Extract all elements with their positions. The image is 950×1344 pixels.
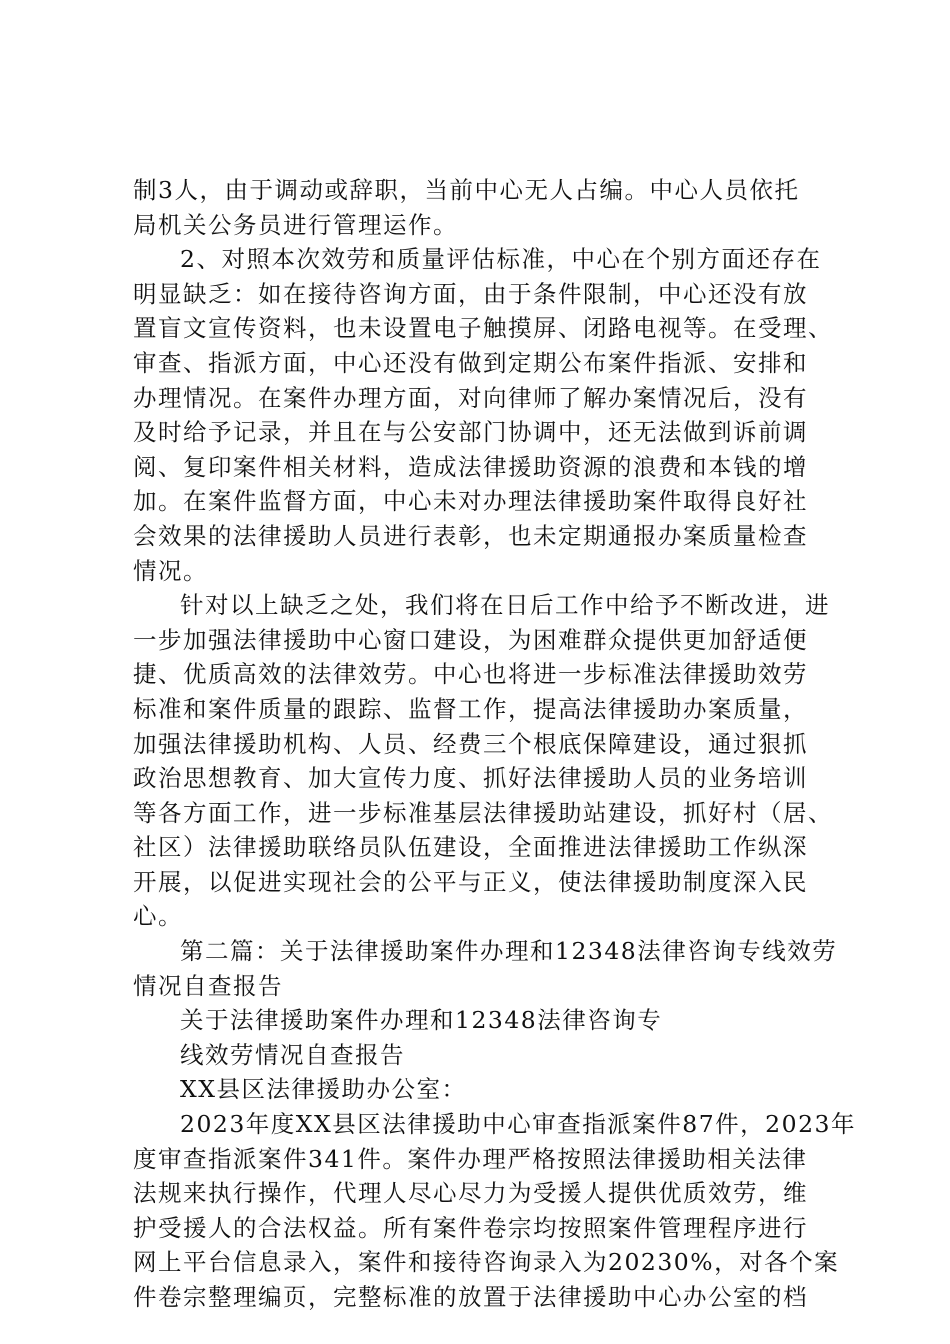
text-line: 办理情况。在案件办理方面，对向律师了解办案情况后，没有 [133, 383, 808, 412]
text-line: 捷、优质高效的法律效劳。中心也将进一步标准法律援助效劳 [133, 660, 808, 689]
paragraph-start: 针对以上缺乏之处，我们将在日后工作中给予不断改进，进 [180, 591, 830, 620]
text-line: 度审查指派案件341件。案件办理严格按照法律援助相关法律 [133, 1144, 808, 1173]
text-line: 一步加强法律援助中心窗口建设，为困难群众提供更加舒适便 [133, 625, 808, 654]
text-line: 审查、指派方面，中心还没有做到定期公布案件指派、安排和 [133, 348, 808, 377]
text-line: 加强法律援助机构、人员、经费三个根底保障建设，通过狠抓 [133, 729, 808, 758]
text-line: 护受援人的合法权益。所有案件卷宗均按照案件管理程序进行 [133, 1213, 808, 1242]
report-title: 关于法律援助案件办理和12348法律咨询专 [180, 1006, 663, 1035]
text-line: 局机关公务员进行管理运作。 [133, 210, 458, 239]
text-line: 网上平台信息录入，案件和接待咨询录入为20230%，对各个案 [133, 1248, 840, 1277]
text-line: 件卷宗整理编页，完整标准的放置于法律援助中心办公室的档 [133, 1283, 808, 1311]
text-line: 制3人，由于调动或辞职，当前中心无人占编。中心人员依托 [133, 176, 800, 204]
text-line: 明显缺乏：如在接待咨询方面，由于条件限制，中心还没有放 [133, 279, 808, 308]
text-line: 置盲文宣传资料，也未设置电子触摸屏、闭路电视等。在受理、 [133, 314, 833, 343]
report-title-cont: 线效劳情况自查报告 [180, 1040, 405, 1069]
text-line: 情况。 [133, 556, 208, 585]
text-line: 会效果的法律援助人员进行表彰，也未定期通报办案质量检查 [133, 521, 808, 550]
addressee: XX县区法律援助办公室： [180, 1075, 467, 1104]
text-line: 心。 [133, 902, 183, 931]
section-heading: 第二篇：关于法律援助案件办理和12348法律咨询专线效劳 [180, 937, 838, 966]
text-line: 法规来执行操作，代理人尽心尽力为受援人提供优质效劳，维 [133, 1179, 808, 1208]
text-line: 阅、复印案件相关材料，造成法律援助资源的浪费和本钱的增 [133, 452, 808, 481]
text-line: 及时给予记录，并且在与公安部门协调中，还无法做到诉前调 [133, 418, 808, 447]
paragraph-start: 2023年度XX县区法律援助中心审查指派案件87件，2023年 [180, 1110, 856, 1139]
section-heading-cont: 情况自查报告 [133, 971, 283, 1000]
text-line: 等各方面工作，进一步标准基层法律援助站建设，抓好村（居、 [133, 798, 833, 827]
text-line: 政治思想教育、加大宣传力度、抓好法律援助人员的业务培训 [133, 764, 808, 793]
text-line: 社区）法律援助联络员队伍建设，全面推进法律援助工作纵深 [133, 833, 808, 862]
text-line: 加。在案件监督方面，中心未对办理法律援助案件取得良好社 [133, 487, 808, 516]
paragraph-start: 2、对照本次效劳和质量评估标准，中心在个别方面还存在 [180, 245, 822, 274]
document-body [133, 173, 856, 1315]
text-line: 开展，以促进实现社会的公平与正义，使法律援助制度深入民 [133, 867, 808, 896]
text-line: 标准和案件质量的跟踪、监督工作，提高法律援助办案质量， [133, 694, 808, 723]
